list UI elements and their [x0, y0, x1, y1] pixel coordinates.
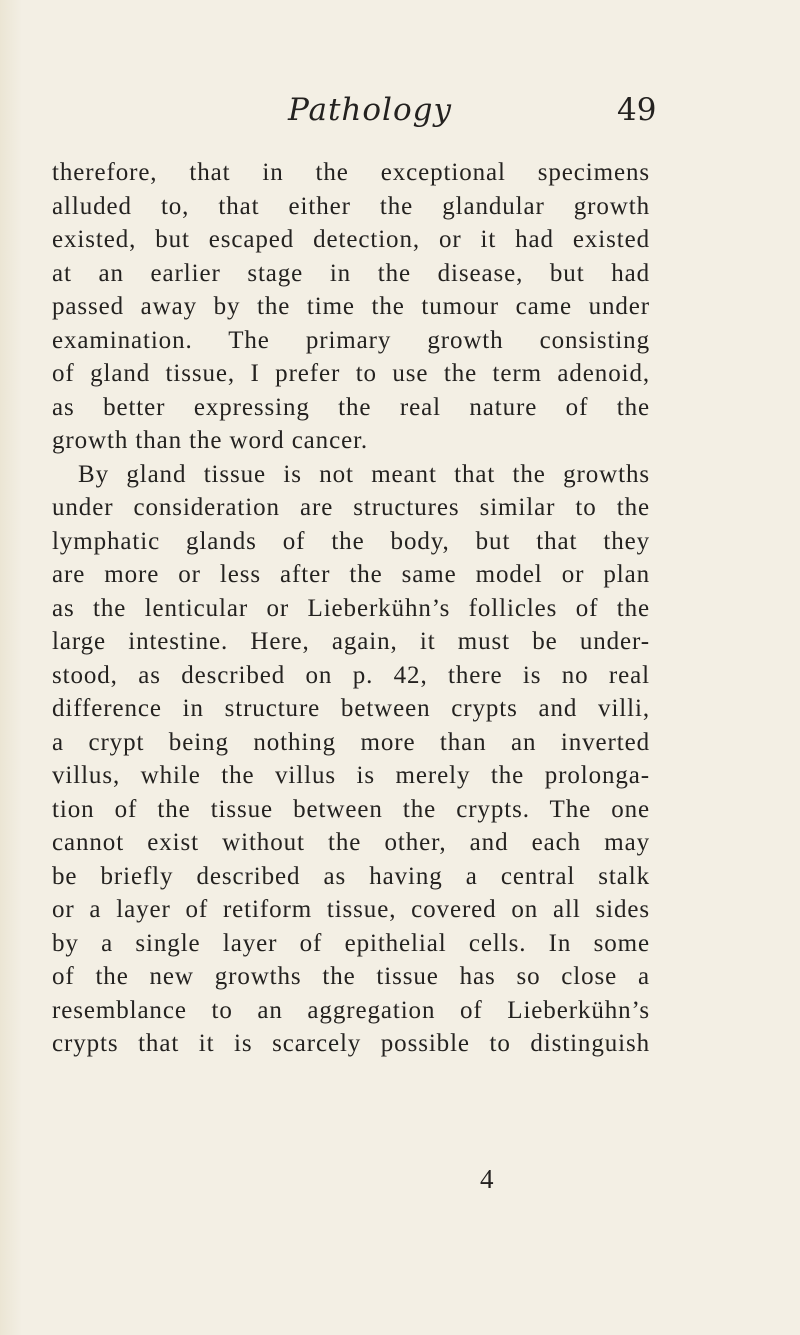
text-line: alluded to, that either the glandular growth: [52, 192, 650, 220]
body-text: [52, 156, 650, 1061]
running-head: [0, 88, 800, 132]
page-edge-shadow: [0, 0, 22, 1335]
text-line: at an earlier stage in the disease, but had: [52, 259, 650, 287]
text-line: as the lenticular or Lieberkühn’s follicles of the: [52, 594, 650, 622]
text-line: of the new growths the tissue has so close a: [52, 963, 650, 990]
text-line: cannot exist without the other, and each may: [52, 829, 650, 856]
text-line: as better expressing the real nature of the: [52, 393, 650, 421]
text-line: villus, while the villus is merely the prolonga-: [52, 762, 650, 789]
text-line: large intestine. Here, again, it must be under-: [52, 628, 650, 655]
signature-mark: 4: [480, 1164, 494, 1194]
text-line: lymphatic glands of the body, but that they: [52, 527, 650, 555]
text-line: by a single layer of epithelial cells. In some: [52, 929, 650, 957]
text-line: growth than the word cancer.: [52, 427, 369, 454]
text-line: under consideration are structures similar to the: [52, 494, 650, 521]
text-line: therefore, that in the exceptional specimens: [52, 159, 650, 186]
paragraph-start-line: By gland tissue is not meant that the growths: [78, 460, 650, 488]
text-line: are more or less after the same model or plan: [52, 561, 650, 588]
text-line: examination. The primary growth consisting: [52, 326, 650, 354]
text-line: stood, as described on p. 42, there is no real: [52, 661, 650, 689]
text-line: be briefly described as having a central stalk: [52, 862, 650, 890]
running-head-title: Pathology: [288, 92, 452, 128]
page-number: 49: [617, 92, 657, 128]
text-line: difference in structure between crypts and villi,: [52, 695, 650, 722]
text-line: a crypt being nothing more than an inverted: [52, 728, 650, 756]
text-line: tion of the tissue between the crypts. The one: [52, 795, 650, 823]
text-line: existed, but escaped detection, or it had existed: [52, 226, 650, 253]
text-line: resemblance to an aggregation of Lieberkühn’s: [52, 996, 650, 1024]
text-line: passed away by the time the tumour came under: [52, 293, 650, 320]
text-line: of gland tissue, I prefer to use the term adenoid,: [52, 360, 650, 387]
text-line: or a layer of retiform tissue, covered on all sides: [52, 896, 650, 923]
text-line: crypts that it is scarcely possible to distinguish: [52, 1030, 650, 1057]
